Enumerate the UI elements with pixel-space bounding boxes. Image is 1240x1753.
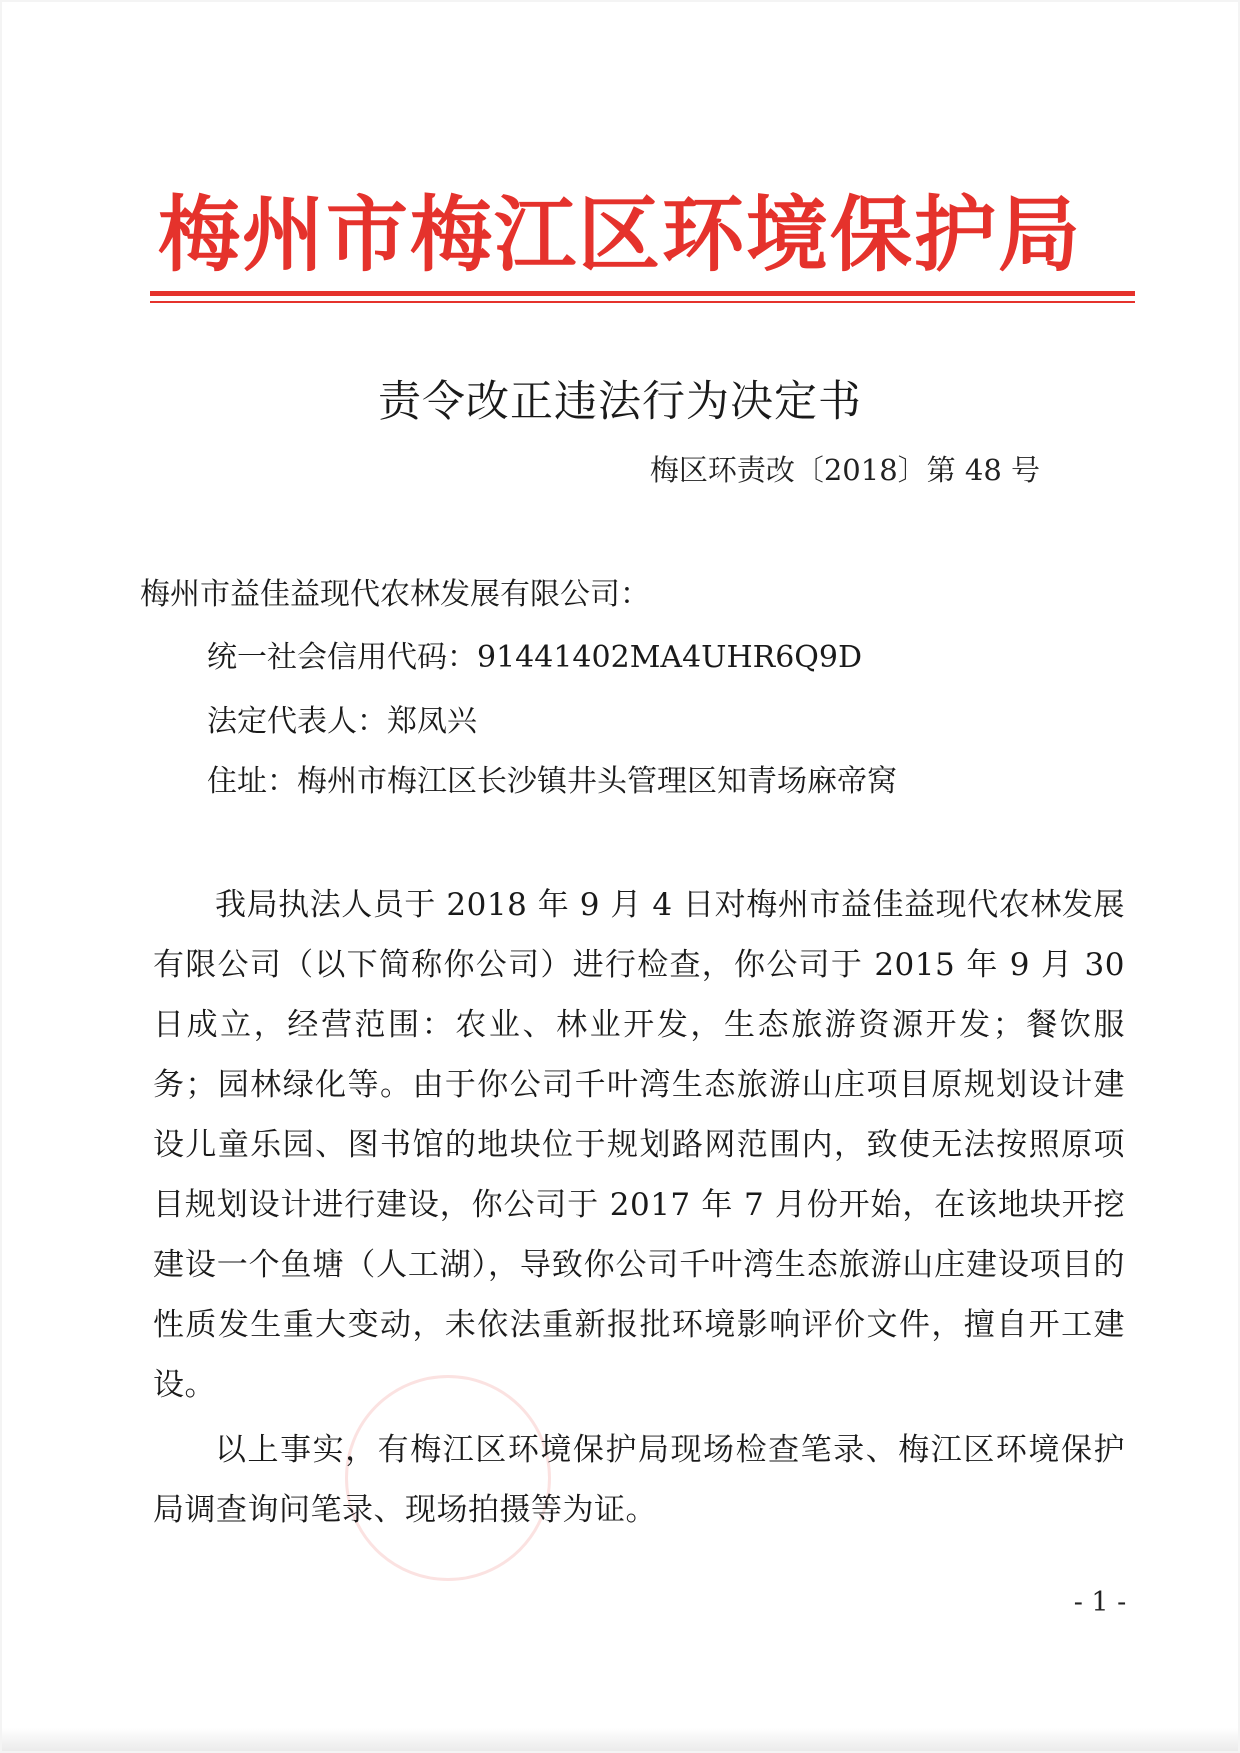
- letterhead-red-rule-thin: [150, 301, 1135, 303]
- document-title: 责令改正违法行为决定书: [378, 377, 862, 427]
- credit-code: 统一社会信用代码：91441402MA4UHR6Q9D: [207, 640, 863, 675]
- company-address: 住址：梅州市梅江区长沙镇井头管理区知青场麻帝窝: [207, 764, 897, 799]
- scan-bottom-edge: [0, 1728, 1240, 1753]
- letterhead-red-rule-thick: [150, 291, 1135, 296]
- addressee: 梅州市益佳益现代农林发展有限公司：: [140, 577, 650, 612]
- body-paragraph-evidence: 以上事实，有梅江区环境保护局现场检查笔录、梅江区环境保护局调查询问笔录、现场拍摄等为证。: [153, 1432, 1125, 1528]
- legal-representative: 法定代表人：郑凤兴: [207, 704, 477, 739]
- page-number: - 1 -: [1073, 1587, 1127, 1618]
- document-number: 梅区环责改〔2018〕第 48 号: [649, 453, 1040, 487]
- letterhead-issuer: 梅州市梅江区环境保护局: [157, 187, 1082, 283]
- body-paragraph-facts: 我局执法人员于 2018 年 9 月 4 日对梅州市益佳益现代农林发展有限公司（以下简称你公司）进行检查，你公司于 2015 年 9 月 30 日成立，经营范围：农业、林业开发，生态旅游资源开发；餐饮服务；园林绿化等。由于你公司千叶湾生态旅游山庄项目原规划设计建设儿童乐园、图书馆的地块位于规划路网范围内，致使无法按照原项目规划设计进行建设，你公司于 2017 年 7 月份开始，在该地块开挖建设一个鱼塘（人工湖），导致你公司千叶湾生态旅游山庄建设项目的性质发生重大变动，未依法重新报批环境影响评价文件，擅自开工建设。: [153, 887, 1125, 1403]
